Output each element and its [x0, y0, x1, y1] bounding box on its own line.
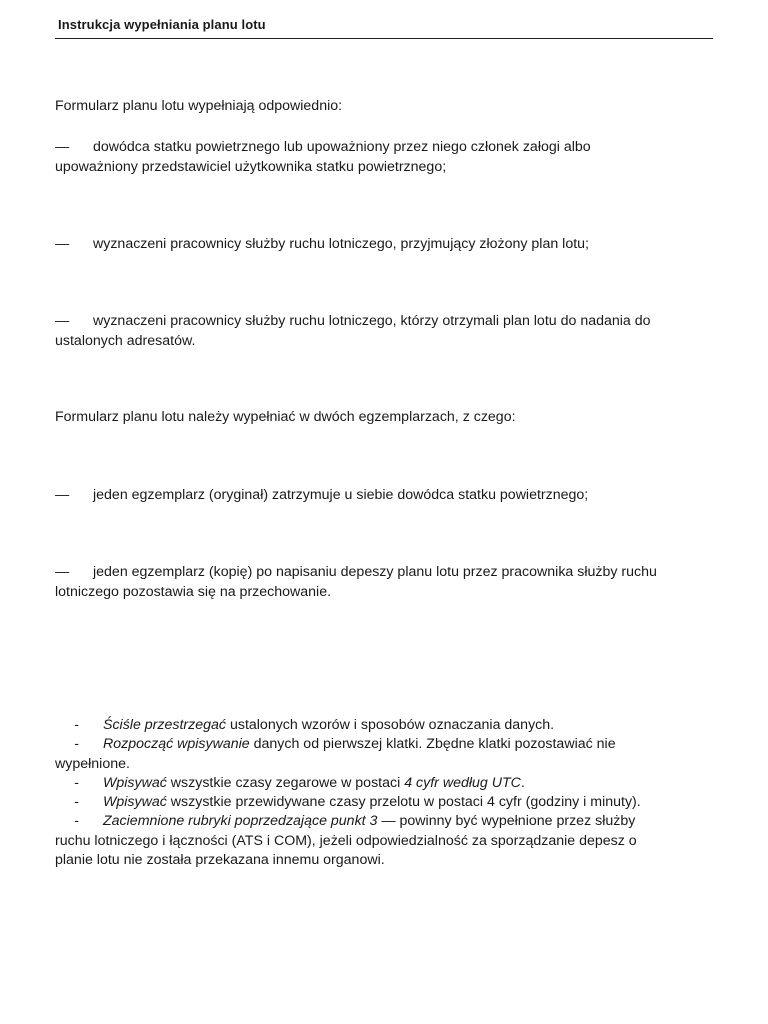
rule-emphasis: Ściśle przestrzegać — [103, 717, 227, 733]
page-header — [55, 16, 713, 39]
item-line — [55, 311, 715, 331]
rule-emphasis: Rozpocząć wpisywanie — [103, 736, 250, 753]
rules-list — [55, 716, 715, 870]
header-title: Instrukcja wypełniania planu lotu — [58, 17, 266, 32]
section2-item-2 — [55, 562, 715, 602]
rule-item-3 — [55, 774, 715, 793]
rule-continuation: wypełnione. — [55, 755, 130, 772]
dash-marker: — — [55, 236, 70, 252]
item-line — [55, 485, 715, 505]
rule-item-1 — [55, 716, 715, 735]
item-line — [55, 234, 715, 254]
dash-marker: — — [55, 487, 70, 503]
item-text: wyznaczeni pracownicy służby ruchu lotniczego, przyjmujący złożony plan lotu; — [93, 236, 590, 252]
rule-emphasis: Zaciemnione rubryki poprzedzające punkt 3 — [103, 813, 378, 830]
section1-intro: Formularz planu lotu wypełniają odpowiednio: — [55, 98, 343, 114]
rule-text: wszystkie przewidywane czasy przelotu w postaci 4 cyfr (godziny i minuty). — [166, 794, 641, 811]
rule-marker: - — [74, 717, 79, 733]
rule-marker: - — [74, 774, 79, 791]
item-line: lotniczego pozostawia się na przechowanie. — [55, 584, 332, 600]
dash-marker: — — [55, 313, 70, 329]
item-line — [55, 562, 715, 582]
rule-continuation: planie lotu nie została przekazana innemu organowi. — [55, 852, 385, 869]
rule-text: . — [520, 774, 525, 791]
section1-item-2 — [55, 234, 715, 254]
item-text: jeden egzemplarz (kopię) po napisaniu depeszy planu lotu przez pracownika służby ruchu — [93, 564, 657, 580]
section2-item-1 — [55, 485, 715, 505]
dash-marker: — — [55, 564, 70, 580]
rule-text: danych od pierwszej klatki. Zbędne klatki pozostawiać nie — [249, 736, 616, 753]
rule-emphasis: Wpisywać — [103, 774, 167, 791]
rule-text: wszystkie czasy zegarowe w postaci — [166, 774, 405, 791]
item-text: wyznaczeni pracownicy służby ruchu lotniczego, którzy otrzymali plan lotu do nadania do — [93, 313, 651, 329]
rule-item-2 — [55, 735, 715, 754]
section1-item-1 — [55, 137, 715, 177]
rule-marker: - — [74, 794, 79, 811]
item-line: upoważniony przedstawiciel użytkownika statku powietrznego; — [55, 159, 447, 175]
section2-intro: Formularz planu lotu należy wypełniać w dwóch egzemplarzach, z czego: — [55, 409, 516, 425]
item-line: ustalonych adresatów. — [55, 333, 196, 349]
rule-text: — powinny być wypełnione przez służby — [377, 813, 636, 830]
rule-text: ustalonych wzorów i sposobów oznaczania danych. — [226, 717, 555, 733]
rule-continuation: ruchu lotniczego i łączności (ATS i COM), jeżeli odpowiedzialność za sporządzanie depesz o — [55, 832, 637, 849]
rule-marker: - — [74, 736, 79, 753]
section1-item-3 — [55, 311, 715, 351]
item-text: dowódca statku powietrznego lub upoważniony przez niego członek załogi albo — [93, 139, 591, 155]
item-text: jeden egzemplarz (oryginał) zatrzymuje u siebie dowódca statku powietrznego; — [93, 487, 589, 503]
item-line — [55, 137, 715, 157]
rule-item-5 — [55, 812, 715, 831]
rule-marker: - — [74, 813, 79, 830]
rule-emphasis: Wpisywać — [103, 794, 167, 811]
dash-marker: — — [55, 139, 70, 155]
rule-item-4 — [55, 793, 715, 812]
rule-emphasis: 4 cyfr według UTC — [404, 774, 521, 791]
